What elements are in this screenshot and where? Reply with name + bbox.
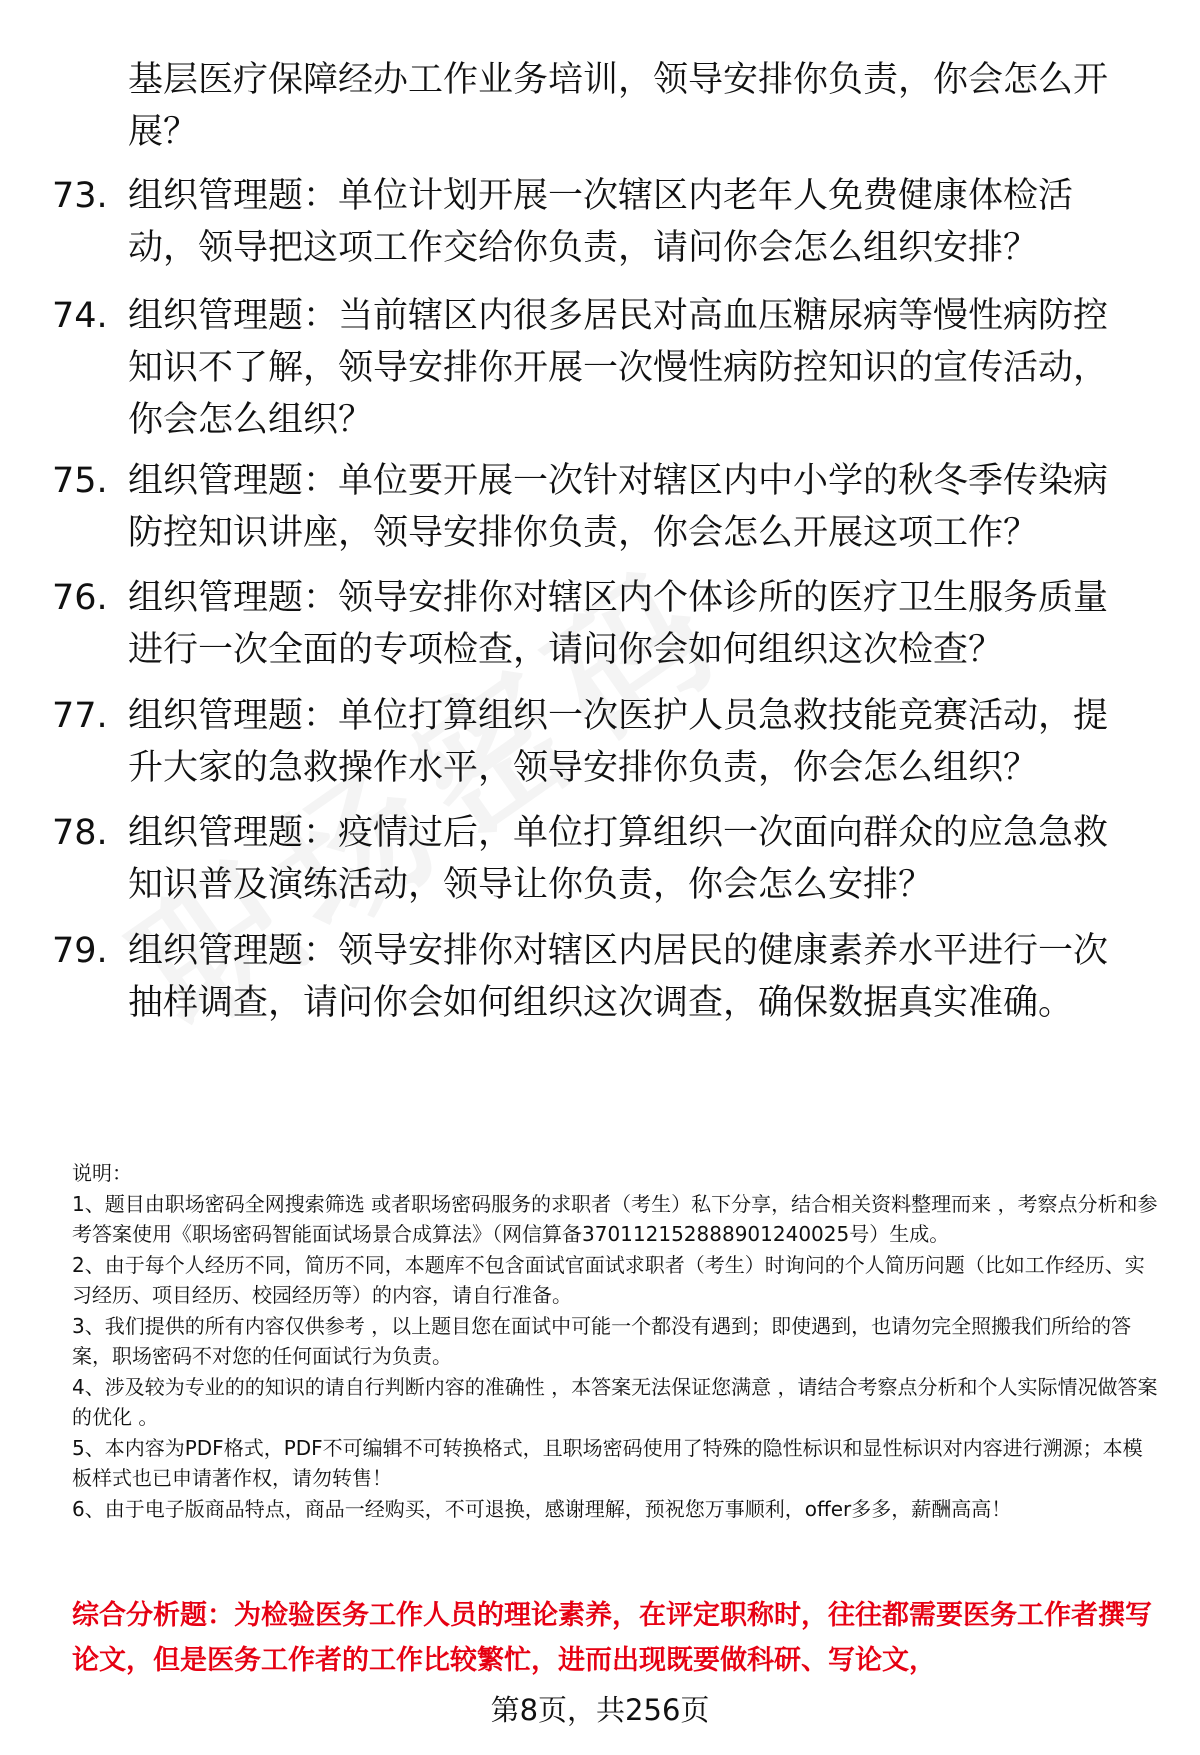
question-number: 79. <box>52 931 108 971</box>
question-text: 组织管理题：单位打算组织一次医护人员急救技能竞赛活动，提升大家的急救操作水平，领导安排你负责，你会怎么组织？ <box>128 696 1109 788</box>
note-item: 3、我们提供的所有内容仅供参考 ，以上题目您在面试中可能一个都没有遇到；即使遇到，也请勿完全照搬我们所给的答案，职场密码不对您的任何面试行为负责。 <box>72 1313 1132 1368</box>
analysis-question: 综合分析题：为检验医务工作人员的理论素养，在评定职称时，往往都需要医务工作者撰写论文，但是医务工作者的工作比较繁忙，进而出现既要做科研、写论文， <box>72 1600 1152 1676</box>
note-item: 6、由于电子版商品特点，商品一经购买，不可退换，感谢理解，预祝您万事顺利，offer多多，薪酬高高！ <box>72 1496 1012 1521</box>
question-item <box>52 925 1152 1029</box>
question-number: 73. <box>52 176 108 216</box>
question-text: 组织管理题：当前辖区内很多居民对高血压糖尿病等慢性病防控知识不了解，领导安排你开展一次慢性病防控知识的宣传活动，你会怎么组织？ <box>128 296 1109 440</box>
notes-section <box>72 1158 1162 1524</box>
page-number: 第8页，共256页 <box>490 1693 710 1727</box>
question-item <box>52 572 1152 676</box>
question-continuation: 基层医疗保障经办工作业务培训，领导安排你负责，你会怎么开展？ <box>128 60 1109 152</box>
note-item: 2、由于每个人经历不同，简历不同，本题库不包含面试官面试求职者（考生）时询问的个人简历问题（比如工作经历、实习经历、项目经历、校园经历等）的内容，请自行准备。 <box>72 1252 1145 1307</box>
question-number: 78. <box>52 813 108 853</box>
note-item: 4、涉及较为专业的的知识的请自行判断内容的准确性 ，本答案无法保证您满意 ，请结合考察点分析和个人实际情况做答案的优化 。 <box>72 1374 1158 1429</box>
question-number: 74. <box>52 296 108 336</box>
note-item: 5、本内容为PDF格式，PDF不可编辑不可转换格式，且职场密码使用了特殊的隐性标识和显性标识对内容进行溯源；本模板样式也已申请著作权，请勿转售！ <box>72 1435 1143 1490</box>
note-item: 1、题目由职场密码全网搜索筛选 或者职场密码服务的求职者（考生）私下分享，结合相关资料整理而来 ，考察点分析和参考答案使用《职场密码智能面试场景合成算法》（网信算备370112152888901240025号）生成。 <box>72 1191 1158 1246</box>
question-item <box>52 290 1152 446</box>
question-number: 77. <box>52 696 108 736</box>
question-number: 75. <box>52 461 108 501</box>
question-text: 组织管理题：疫情过后，单位打算组织一次面向群众的应急急救知识普及演练活动，领导让你负责，你会怎么安排？ <box>128 813 1109 905</box>
question-text: 组织管理题：领导安排你对辖区内居民的健康素养水平进行一次抽样调查，请问你会如何组织这次调查，确保数据真实准确。 <box>128 931 1109 1023</box>
notes-heading: 说明： <box>72 1161 132 1185</box>
question-text: 组织管理题：领导安排你对辖区内个体诊所的医疗卫生服务质量进行一次全面的专项检查，请问你会如何组织这次检查？ <box>128 578 1109 670</box>
question-item <box>52 455 1152 559</box>
question-item <box>52 690 1152 794</box>
question-item <box>52 170 1152 274</box>
question-text: 组织管理题：单位计划开展一次辖区内老年人免费健康体检活动，领导把这项工作交给你负责，请问你会怎么组织安排？ <box>128 176 1074 268</box>
question-item <box>52 807 1152 911</box>
question-number: 76. <box>52 578 108 618</box>
question-text: 组织管理题：单位要开展一次针对辖区内中小学的秋冬季传染病防控知识讲座，领导安排你负责，你会怎么开展这项工作？ <box>128 461 1109 553</box>
